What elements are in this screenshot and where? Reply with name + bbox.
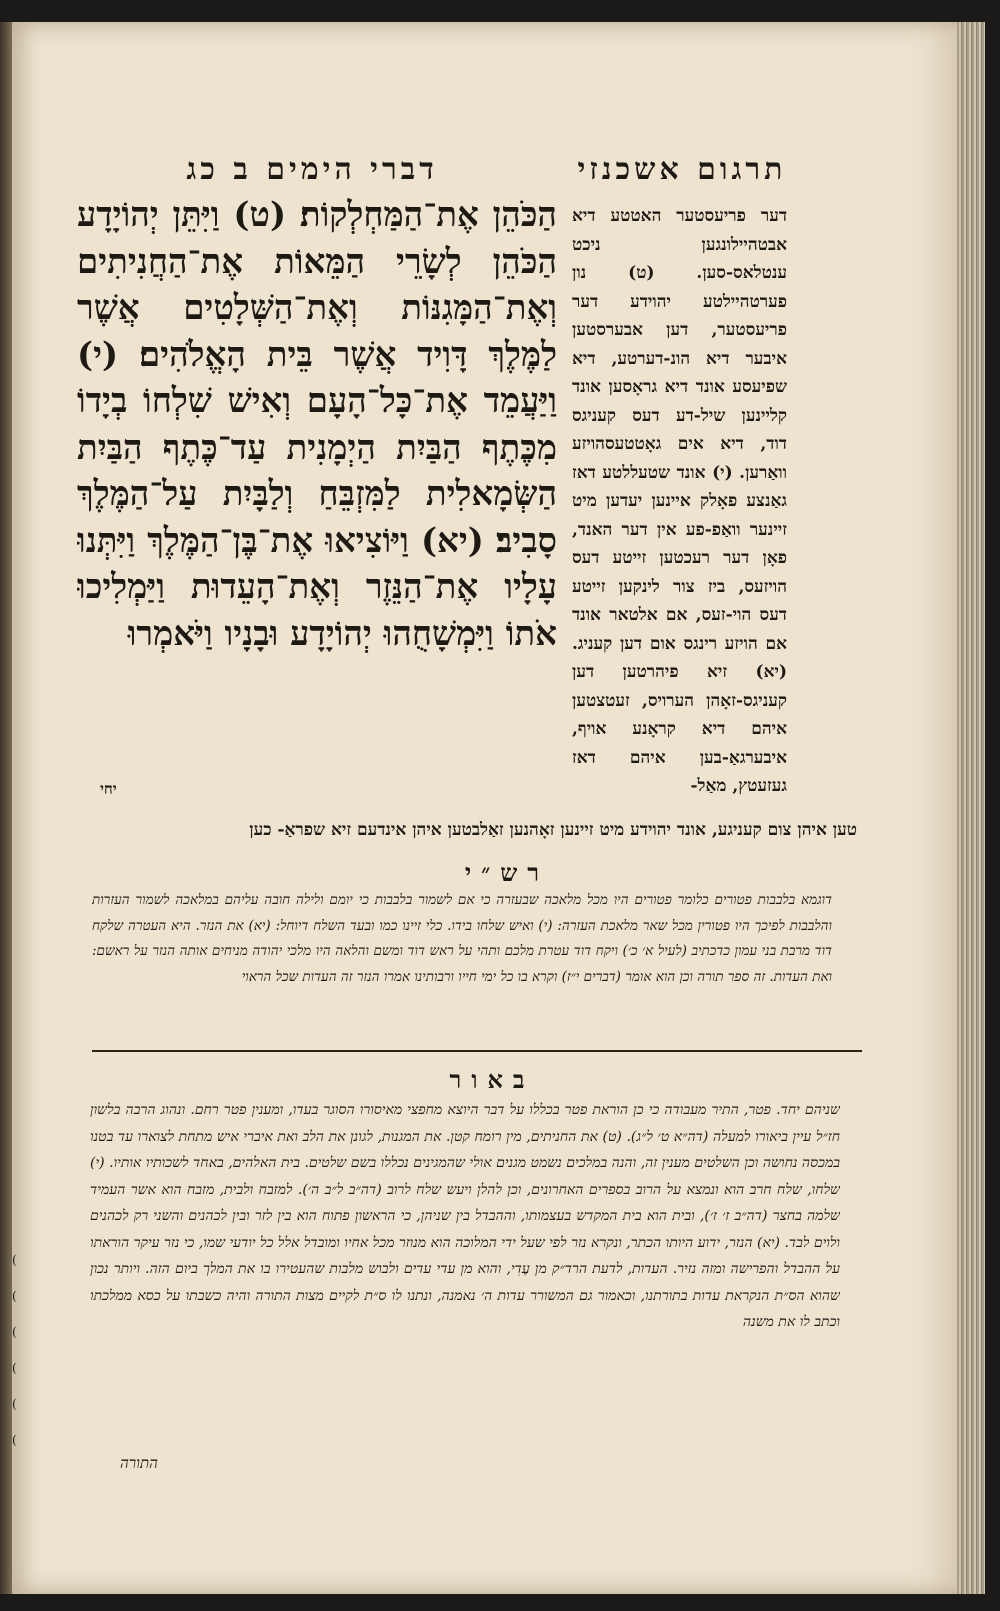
book-spine [957, 22, 985, 1594]
book-page [12, 22, 957, 1594]
main-scripture-text: הַכֹּהֵן אֶת־הַמַּחְלְקוֹת׃ (ט) וַיִּתֵּן יְהוֹיָדָע הַכֹּהֵן לְשָׂרֵי הַמֵּאוֹת אֶת־הַחֲנִיתִים וְאֶת־הַמָּגִנּוֹת וְאֶת־הַשְּׁלָטִים אֲשֶׁר לַמֶּלֶךְ דָּוִיד אֲשֶׁר בֵּית הָאֱלֹהִים׃ (י) וַיַּעֲמֵד אֶת־כָּל־הָעָם וְאִישׁ שִׁלְחוֹ בְיָדוֹ מִכֶּתֶף הַבַּיִת הַיְמָנִית עַד־כֶּתֶף הַבַּיִת הַשְּׂמָאלִית לַמִּזְבֵּחַ וְלַבָּיִת עַל־הַמֶּלֶךְ סָבִיב׃ (יא) וַיּוֹצִיאוּ אֶת־בֶּן־הַמֶּלֶךְ וַיִּתְּנוּ עָלָיו אֶת־הַנֵּזֶר וְאֶת־הָעֵדוּת וַיַּמְלִיכוּ אֹתוֹ וַיִּמְשָׁחֻהוּ יְהוֹיָדָע וּבָנָיו וַיֹּאמְרוּ [77, 195, 557, 654]
translation-header: תרגום אשכנזי [577, 152, 787, 187]
rashi-title: רש״י [464, 858, 550, 887]
translation-column: דער פריעסטער האטטע דיא אבטהיילונגען ניכט ענטלאס-סען. (ט) נון פערטהיילטע יהוידע דער פריעסטער, דען אבערסטען איבער דיא הונ-דערטע, דיא שפיעסע אונד דיא גראָסען אונד קליינען שיל-דע דעס קעניגס דוד, דיא אים גאָטטעסהויזע וואַרען. (י) אונד שטעללטע דאז גאַנצע פאָלק איינען יעדען מיט זיינער וואַפ-פע אין דער האנד, פאָן דער רעכטען זייטע דעס הויזעס, ביז צור לינקען זייטע דעס הוי-זעס, אם אלטאר אונד אם הויזע רינגס אום דען קעניג. (יא) זיא פיהרטען דען קעניגס-זאָהן הערויס, זעטצטען איהם דיא קראָנע אויף, איבערגאַ-בען איהם דאז געזעטץ, מאַל- [572, 206, 787, 796]
book-chapter-header: דברי הימים ב כג [186, 152, 438, 187]
translation-continuation-text: טען איהן צום קעניגע, אונד יהוידע מיט זיינען זאָהנען זאַלבטען איהן אינדעם זיא שפראַ- [277, 820, 857, 840]
translation-catchword: כען [249, 820, 272, 840]
biur-title: באור [449, 1065, 535, 1094]
translation-continuation [87, 818, 857, 842]
biur-commentary: שניהם יחד. פטר, התיר מעבודה כי כן הוראת פטר בכללו על דבר היוצא מחפצי מאיסורו הסוגר בעדו, ומענין פטר רחם. ונהוג הרבה בלשון חז״ל עיין ביאורו למעלה (דה״א ט׳ ל״ג). (ט) את החניתים, מין רומח קטן. את המגנות, לגונן את הלב ואת איברי איש מתחת לצוארו עד בטנו במכסה נחושה וכן השלטים מענין זה, והנה במלכים נשמט מגנים אולי שהמגינים נכללו בשם שלטים. בית האלהים, באחד לשכותיו אותיו. (י) שלחו, שלח חרב הוא ונמצא על הרוב בספרים האחרונים, וכן להלן ויעש שלח לרוב (דה״ב ל״ב ה׳). למזבח ולבית, מזבח הוא אשר העמיד שלמה בחצר (דה״ב ז׳ ז׳), ובית הוא בית המקדש בעצמותו, וההבדל בין שניהן, כי הראשון פתוח הוא בין לזר ובין לכהנים והשני רק לכהנים ולוים לבד. (יא) הנזר, ידוע היותו הכתר, ונקרא נזר לפי שעל ידי המלוכה הוא מנוזר מכל אחיו ומובדל אלל כל יודעי שמו, כי נזר עיקר הוראתו על ההבדל והפרישה ומזה נזיר. העדות, לדעת הרד״ק מן עֶדִי, והוא מן עדי עדים ולבוש מלבות שהעטירו בו את המלך ביום הזה. ויותר נכון שהוא הס״ת הנקראת עדות בתורתנו, וכאמור גם המשורר עדות ה׳ נאמנה, ונתנו לו ס״ת לקיים מצות התורה והיה כשבתו על כסא ממלכתו וכתב לו את משנה [90, 1102, 840, 1330]
left-page-edge [0, 22, 12, 1594]
rashi-commentary: דוגמא בלבבות פטורים כלומר פטורים היו מכל מלאכה שבעזרה כי אם לשמור בלבבות כי יומם ולילה חובה עליהם במלאכה לשמור העזרות והלבבות לפיכך היו פטורין מכל שאר מלאכת העזרה: (י) ואיש שלחו בידו. כלי זיינו כמו ובעד השלח דיוחל: (יא) את הנזר. היא העטרה שלקח דוד מרבת בני עמון כדכתיב (לעיל א׳ כ׳) ויקח דוד עטרת מלכם ותהי על ראש דוד ומשם והלאה היו מלכי יהודה מניחים אותה הנזר על ראשם: ואת העדות. זה ספר תורה וכן הוא אומר (דברים י״ז) וקרא בו כל ימי חייו ורבותינו אמרו הנזר זה העדות שכל הראוי [92, 892, 832, 985]
biur-catchword: התורה [120, 1454, 158, 1472]
main-catchword: יחי [100, 780, 117, 798]
section-divider [92, 1050, 862, 1052]
margin-marks: ( ( ( ( ( ( [12, 1253, 17, 1447]
